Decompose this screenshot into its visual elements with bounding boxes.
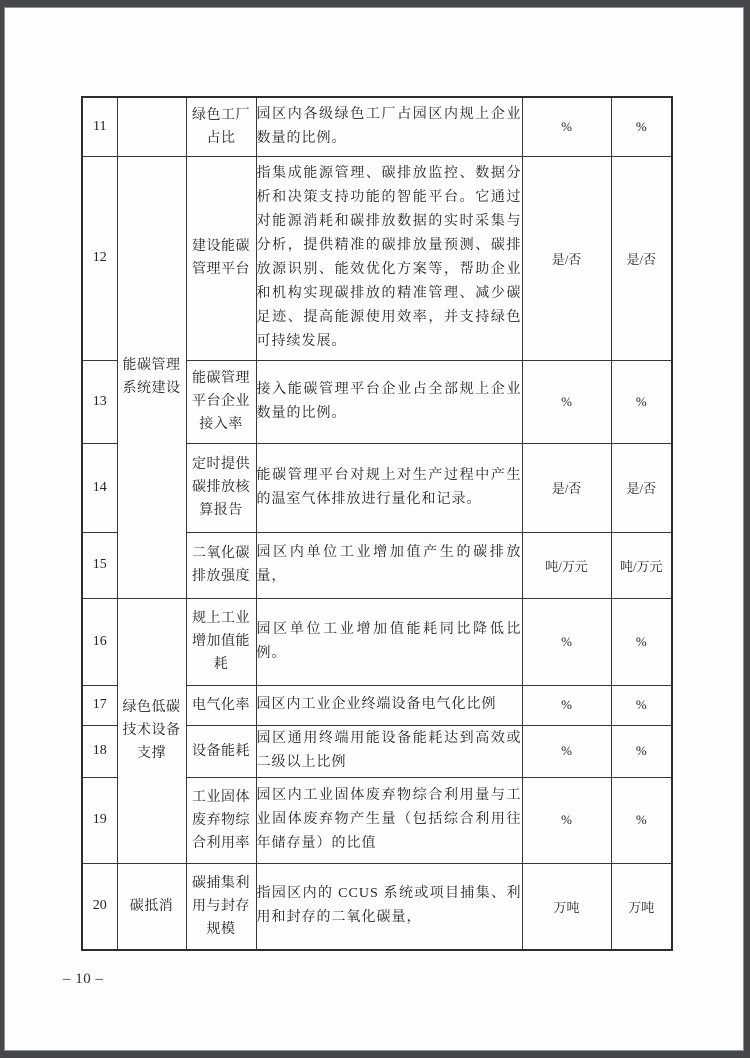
table-row-16: [82, 598, 672, 685]
indicator-label: 建设能碳管理平台: [192, 239, 250, 277]
table-row-20: [82, 863, 672, 950]
description-text: 园区内工业企业终端设备电气化比例: [256, 697, 497, 712]
page-number: – 10 –: [63, 971, 104, 987]
description-text: 园区内工业固体废弃物综合利用量与工业固体废弃物产生量（包括综合利用往年储存量）的比值: [256, 788, 522, 851]
indicator-cell: [186, 725, 256, 777]
description-text: 园区通用终端用能设备能耗达到高效或二级以上比例: [256, 731, 522, 770]
description-cell: [256, 156, 522, 360]
description-cell: [256, 598, 522, 685]
description-text: 园区内单位工业增加值产生的碳排放量，: [256, 545, 522, 584]
unit-cell-2: %: [611, 777, 672, 863]
description-cell: [256, 97, 522, 156]
indicator-label: 绿色工厂占比: [192, 107, 250, 146]
indicator-cell: [186, 598, 256, 685]
unit-cell-2: 万吨: [611, 863, 672, 950]
indicator-label: 工业固体废弃物综合利用率: [192, 789, 250, 851]
unit-cell-1: 是/否: [522, 443, 611, 532]
indicator-cell: [186, 156, 256, 360]
unit-cell-2: 是/否: [611, 156, 672, 360]
indicator-label: 规上工业增加值能耗: [192, 611, 250, 672]
description-text: 园区内各级绿色工厂占园区内规上企业数量的比例。: [256, 106, 522, 146]
category-cell-energy-carbon-management: [117, 156, 186, 598]
description-text: 指集成能源管理、碳排放监控、数据分析和决策支持功能的智能平台。它通过对能源消耗和碳排放数据的实时采集与分析，提供精准的碳排放量预测、碳排放源识别、能效优化方案等，帮助企业和机构实现碳排放的精准管理、减少碳足迹、提高能源使用效率，并支持绿色可持续发展。: [256, 166, 522, 349]
row-number: 18: [82, 725, 117, 777]
row-number: 13: [82, 360, 117, 443]
description-cell: [256, 532, 522, 598]
description-cell: [256, 777, 522, 863]
indicator-cell: [186, 863, 256, 950]
unit-cell-2: %: [611, 97, 672, 156]
category-label: 碳抵消: [129, 898, 174, 914]
unit-cell-1: %: [522, 685, 611, 725]
row-number: 17: [82, 685, 117, 725]
row-number: 11: [82, 97, 117, 156]
unit-cell-1: 是/否: [522, 156, 611, 360]
row-number: 20: [82, 863, 117, 950]
category-label: 能碳管理系统建设: [122, 358, 181, 396]
unit-cell-1: %: [522, 777, 611, 863]
indicator-label: 碳捕集利用与封存规模: [192, 875, 250, 937]
description-text: 指园区内的 CCUS 系统或项目捕集、利用和封存的二氧化碳量，: [256, 886, 522, 926]
unit-cell-1: %: [522, 360, 611, 443]
description-cell: [256, 360, 522, 443]
category-cell-empty: [117, 97, 186, 156]
indicator-cell: [186, 532, 256, 598]
unit-cell-1: %: [522, 725, 611, 777]
unit-cell-2: %: [611, 598, 672, 685]
description-text: 园区单位工业增加值能耗同比降低比例。: [256, 621, 522, 661]
unit-cell-1: 吨/万元: [522, 532, 611, 598]
indicator-label: 能碳管理平台企业接入率: [192, 371, 250, 432]
description-cell: [256, 685, 522, 725]
description-text: 能碳管理平台对规上对生产过程中产生的温室气体排放进行量化和记录。: [256, 467, 522, 507]
description-cell: [256, 863, 522, 950]
indicator-label: 定时提供碳排放核算报告: [192, 457, 250, 518]
indicator-cell: [186, 443, 256, 532]
indicator-cell: [186, 97, 256, 156]
unit-cell-1: %: [522, 598, 611, 685]
unit-cell-1: 万吨: [522, 863, 611, 950]
description-cell: [256, 725, 522, 777]
indicator-table: [81, 96, 673, 951]
unit-cell-2: 是/否: [611, 443, 672, 532]
unit-cell-2: %: [611, 685, 672, 725]
indicator-label: 设备能耗: [192, 743, 250, 759]
row-number: 19: [82, 777, 117, 863]
category-cell-carbon-offset: [117, 863, 186, 950]
unit-cell-2: %: [611, 725, 672, 777]
indicator-cell: [186, 360, 256, 443]
row-number: 16: [82, 598, 117, 685]
unit-cell-1: %: [522, 97, 611, 156]
indicator-cell: [186, 777, 256, 863]
description-text: 接入能碳管理平台企业占全部规上企业数量的比例。: [256, 381, 522, 421]
category-label: 绿色低碳技术设备支撑: [122, 700, 181, 761]
indicator-label: 电气化率: [192, 697, 250, 713]
indicator-cell: [186, 685, 256, 725]
table-row-12: [82, 156, 672, 360]
row-number: 14: [82, 443, 117, 532]
category-cell-green-lowcarbon-tech: [117, 598, 186, 863]
row-number: 12: [82, 156, 117, 360]
indicator-label: 二氧化碳排放强度: [192, 546, 250, 584]
unit-cell-2: 吨/万元: [611, 532, 672, 598]
unit-cell-2: %: [611, 360, 672, 443]
table-row-11: [82, 97, 672, 156]
description-cell: [256, 443, 522, 532]
row-number: 15: [82, 532, 117, 598]
document-page: [5, 8, 743, 1050]
